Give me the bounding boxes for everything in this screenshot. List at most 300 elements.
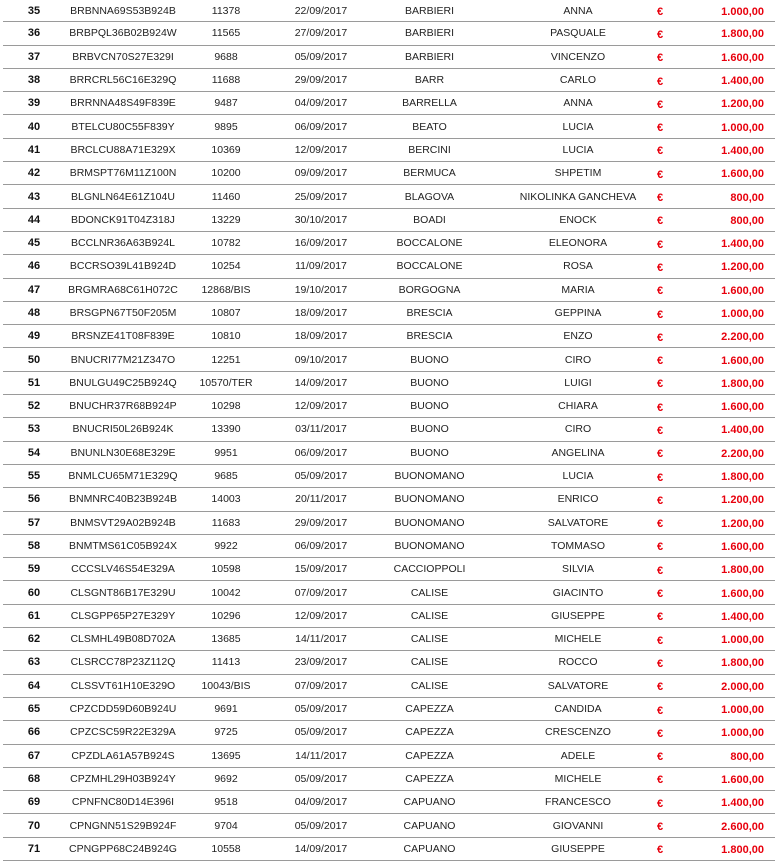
file-number: 11683	[211, 516, 241, 529]
date: 23/09/2017	[294, 656, 348, 669]
table-row	[3, 185, 775, 208]
euro-symbol: €	[656, 704, 664, 717]
row-number: 45	[27, 237, 41, 250]
surname: BRESCIA	[406, 330, 453, 343]
euro-symbol: €	[656, 564, 664, 577]
row-number: 51	[27, 376, 41, 389]
table-row	[3, 69, 775, 92]
file-number: 10200	[211, 167, 241, 180]
file-number: 10782	[211, 237, 241, 250]
first-name: ENOCK	[559, 213, 597, 226]
amount: 1.200,00	[721, 517, 764, 530]
surname: BARBIERI	[404, 50, 454, 63]
euro-symbol: €	[656, 751, 664, 764]
fiscal-code: CCCSLV46S54E329A	[71, 563, 175, 576]
first-name: LUCIA	[562, 120, 594, 133]
first-name: MARIA	[561, 283, 595, 296]
amount: 1.600,00	[721, 401, 764, 414]
file-number: 10807	[211, 307, 241, 319]
fiscal-code: BNUCHR37R68B924P	[69, 400, 177, 413]
surname: CALISE	[410, 633, 449, 646]
euro-symbol: €	[656, 727, 664, 740]
date: 20/11/2017	[295, 493, 347, 506]
first-name: ENZO	[563, 330, 593, 343]
file-number: 9725	[214, 726, 238, 739]
fiscal-code: BNUCRI77M21Z347O	[70, 353, 176, 366]
surname: BARBIERI	[404, 4, 454, 17]
amount: 1.400,00	[721, 610, 764, 623]
table-row	[3, 255, 775, 278]
amount: 1.800,00	[721, 28, 764, 41]
surname: BUONOMANO	[394, 539, 465, 552]
file-number: 9922	[214, 539, 238, 552]
table-row	[3, 651, 775, 674]
file-number: 12251	[211, 353, 241, 366]
date: 14/11/2017	[295, 749, 347, 762]
amount: 1.000,00	[721, 121, 764, 134]
euro-symbol: €	[656, 378, 664, 391]
table-row	[3, 558, 775, 581]
fiscal-code: BRGMRA68C61H072C	[68, 283, 178, 296]
first-name: CIRO	[564, 423, 592, 436]
table-row	[3, 605, 775, 628]
euro-symbol: €	[656, 355, 664, 368]
euro-symbol: €	[656, 192, 664, 205]
file-number: 10254	[211, 260, 241, 273]
row-number: 71	[27, 842, 41, 855]
date: 05/09/2017	[294, 726, 348, 739]
euro-symbol: €	[656, 424, 664, 437]
table-row	[3, 209, 775, 232]
date: 06/09/2017	[294, 120, 348, 133]
date: 19/10/2017	[294, 283, 348, 296]
euro-symbol: €	[656, 75, 664, 88]
table-row	[3, 22, 775, 45]
euro-symbol: €	[656, 238, 664, 251]
table-row	[3, 302, 775, 325]
table-row	[3, 581, 775, 604]
euro-symbol: €	[656, 98, 664, 111]
date: 12/09/2017	[294, 609, 348, 622]
file-number: 10810	[211, 330, 241, 343]
file-number: 10558	[211, 842, 241, 855]
surname: BARRELLA	[402, 97, 457, 110]
date: 27/09/2017	[294, 27, 348, 40]
surname: BUONO	[410, 400, 449, 413]
date: 11/09/2017	[295, 260, 347, 273]
file-number: 10042	[211, 586, 241, 599]
date: 05/09/2017	[294, 819, 348, 832]
euro-symbol: €	[656, 168, 664, 181]
row-number: 50	[27, 353, 41, 366]
surname: BOCCALONE	[396, 260, 463, 273]
file-number: 11688	[211, 74, 241, 87]
fiscal-code: CLSMHL49B08D702A	[70, 633, 176, 646]
first-name: CARLO	[559, 74, 597, 87]
row-number: 38	[27, 74, 41, 87]
first-name: CRESCENZO	[545, 726, 611, 739]
row-number: 62	[27, 633, 41, 646]
fiscal-code: CLSSVT61H10E329O	[70, 679, 176, 692]
first-name: LUCIA	[562, 470, 594, 483]
amount: 2.000,00	[721, 680, 764, 693]
amount: 1.400,00	[721, 424, 764, 437]
fiscal-code: CPZCSC59R22E329A	[70, 726, 176, 739]
amount: 1.800,00	[721, 843, 764, 856]
surname: BORGOGNA	[398, 283, 461, 296]
euro-symbol: €	[656, 657, 664, 670]
file-number: 11460	[211, 190, 241, 203]
fiscal-code: BRSNZE41T08F839E	[71, 330, 175, 343]
fiscal-code: CLSRCC78P23Z112Q	[70, 656, 176, 669]
amount: 800,00	[730, 750, 764, 763]
table-row	[3, 768, 775, 791]
row-number: 37	[27, 50, 41, 63]
date: 16/09/2017	[294, 237, 348, 250]
file-number: 13695	[211, 749, 241, 762]
euro-symbol: €	[656, 821, 664, 834]
amount: 1.600,00	[721, 587, 764, 600]
row-number: 69	[27, 796, 41, 809]
euro-symbol: €	[656, 797, 664, 810]
beneficiary-table	[3, 0, 775, 861]
date: 03/11/2017	[295, 423, 347, 436]
fiscal-code: CPZDLA61A57B924S	[71, 749, 175, 762]
fiscal-code: BNUNLN30E68E329E	[70, 446, 176, 459]
surname: BARR	[414, 74, 445, 87]
file-number: 13229	[211, 213, 241, 226]
euro-symbol: €	[656, 844, 664, 857]
table-row	[3, 745, 775, 768]
row-number: 55	[27, 470, 41, 483]
table-row	[3, 488, 775, 511]
table-row	[3, 838, 775, 861]
file-number: 9688	[214, 50, 238, 63]
table-row	[3, 698, 775, 721]
first-name: GIUSEPPE	[551, 609, 605, 622]
surname: CAPUANO	[403, 819, 456, 832]
table-row	[3, 348, 775, 371]
fiscal-code: CPNFNC80D14E396I	[71, 796, 175, 809]
file-number: 10298	[211, 400, 241, 413]
amount: 1.400,00	[721, 797, 764, 810]
fiscal-code: BRMSPT76M11Z100N	[69, 167, 177, 180]
first-name: ROCCO	[558, 656, 598, 669]
euro-symbol: €	[656, 448, 664, 461]
table-row	[3, 395, 775, 418]
amount: 1.600,00	[721, 540, 764, 553]
amount: 1.000,00	[721, 308, 764, 320]
surname: BLAGOVA	[404, 190, 455, 203]
fiscal-code: BTELCU80C55F839Y	[71, 120, 175, 133]
table-row	[3, 418, 775, 441]
date: 30/10/2017	[294, 213, 348, 226]
surname: CAPEZZA	[405, 749, 454, 762]
euro-symbol: €	[656, 6, 664, 19]
euro-symbol: €	[656, 541, 664, 554]
date: 06/09/2017	[294, 539, 348, 552]
amount: 800,00	[730, 191, 764, 204]
date: 29/09/2017	[294, 74, 348, 87]
euro-symbol: €	[656, 122, 664, 135]
surname: CAPEZZA	[405, 772, 454, 785]
euro-symbol: €	[656, 331, 664, 344]
surname: CAPUANO	[403, 842, 456, 855]
first-name: GIUSEPPE	[551, 842, 605, 855]
surname: CAPEZZA	[405, 703, 454, 716]
first-name: ANNA	[563, 4, 593, 17]
file-number: 14003	[211, 493, 241, 506]
surname: BEATO	[412, 120, 447, 133]
table-row	[3, 372, 775, 395]
first-name: CANDIDA	[554, 703, 602, 716]
amount: 1.800,00	[721, 471, 764, 484]
first-name: CIRO	[564, 353, 592, 366]
row-number: 66	[27, 726, 41, 739]
amount: 2.600,00	[721, 820, 764, 833]
file-number: 13685	[211, 633, 241, 646]
euro-symbol: €	[656, 215, 664, 228]
file-number: 9895	[214, 120, 238, 133]
surname: BUONOMANO	[394, 516, 465, 529]
first-name: ROSA	[563, 260, 593, 273]
table-row	[3, 325, 775, 348]
date: 09/09/2017	[294, 167, 348, 180]
table-row	[3, 628, 775, 651]
surname: BUONO	[410, 376, 449, 389]
table-row	[3, 721, 775, 744]
surname: CACCIOPPOLI	[393, 563, 466, 576]
date: 14/09/2017	[294, 842, 348, 855]
first-name: ANGELINA	[551, 446, 605, 459]
amount: 1.000,00	[721, 634, 764, 647]
euro-symbol: €	[656, 588, 664, 601]
fiscal-code: BNMLCU65M71E329Q	[68, 470, 178, 483]
fiscal-code: BDONCK91T04Z318J	[71, 213, 175, 226]
file-number: 10043/BIS	[201, 679, 251, 692]
surname: BARBIERI	[404, 27, 454, 40]
first-name: SALVATORE	[547, 516, 609, 529]
first-name: NIKOLINKA GANCHEVA	[519, 190, 637, 203]
date: 12/09/2017	[294, 400, 348, 413]
file-number: 13390	[211, 423, 241, 436]
table-row	[3, 0, 775, 22]
table-row	[3, 535, 775, 558]
amount: 1.200,00	[721, 494, 764, 507]
table-row	[3, 115, 775, 138]
surname: BUONO	[410, 446, 449, 459]
amount: 1.000,00	[721, 704, 764, 717]
row-number: 39	[27, 97, 41, 110]
date: 05/09/2017	[294, 470, 348, 483]
amount: 1.400,00	[721, 144, 764, 157]
row-number: 64	[27, 679, 41, 692]
amount: 1.400,00	[721, 75, 764, 88]
amount: 2.200,00	[721, 331, 764, 344]
first-name: SALVATORE	[547, 679, 609, 692]
row-number: 35	[27, 4, 41, 17]
file-number: 12868/BIS	[201, 283, 251, 296]
date: 18/09/2017	[294, 307, 348, 319]
date: 25/09/2017	[294, 190, 348, 203]
fiscal-code: BNMTMS61C05B924X	[69, 539, 177, 552]
row-number: 65	[27, 703, 41, 716]
euro-symbol: €	[656, 518, 664, 531]
amount: 1.400,00	[721, 238, 764, 251]
surname: CALISE	[410, 609, 449, 622]
euro-symbol: €	[656, 52, 664, 65]
row-number: 70	[27, 819, 41, 832]
table-row	[3, 139, 775, 162]
surname: BUONOMANO	[394, 493, 465, 506]
row-number: 68	[27, 772, 41, 785]
file-number: 9487	[214, 97, 238, 110]
row-number: 48	[27, 307, 41, 319]
first-name: LUIGI	[564, 376, 592, 389]
table-row	[3, 814, 775, 837]
file-number: 10369	[211, 143, 241, 156]
surname: BERMUCA	[403, 167, 456, 180]
fiscal-code: BRRCRL56C16E329Q	[69, 74, 177, 87]
row-number: 40	[27, 120, 41, 133]
table-row	[3, 791, 775, 814]
amount: 1.200,00	[721, 98, 764, 111]
table-row	[3, 675, 775, 698]
fiscal-code: BRCLCU88A71E329X	[70, 143, 176, 156]
euro-symbol: €	[656, 308, 664, 321]
euro-symbol: €	[656, 681, 664, 694]
row-number: 57	[27, 516, 41, 529]
first-name: MICHELE	[554, 633, 602, 646]
fiscal-code: BCCRSO39L41B924D	[69, 260, 177, 273]
amount: 1.600,00	[721, 354, 764, 367]
fiscal-code: CPNGPP68C24B924G	[69, 842, 177, 855]
fiscal-code: CLSGPP65P27E329Y	[70, 609, 176, 622]
date: 14/11/2017	[295, 633, 347, 646]
row-number: 49	[27, 330, 41, 343]
row-number: 42	[27, 167, 41, 180]
first-name: FRANCESCO	[545, 796, 611, 809]
row-number: 60	[27, 586, 41, 599]
row-number: 67	[27, 749, 41, 762]
row-number: 59	[27, 563, 41, 576]
first-name: ANNA	[563, 97, 593, 110]
surname: BERCINI	[408, 143, 451, 156]
surname: BUONOMANO	[394, 470, 465, 483]
euro-symbol: €	[656, 634, 664, 647]
file-number: 11413	[211, 656, 241, 669]
euro-symbol: €	[656, 401, 664, 414]
date: 22/09/2017	[294, 4, 348, 17]
date: 29/09/2017	[294, 516, 348, 529]
row-number: 43	[27, 190, 41, 203]
fiscal-code: CPNGNN51S29B924F	[69, 819, 177, 832]
row-number: 52	[27, 400, 41, 413]
surname: BRESCIA	[406, 307, 453, 319]
surname: CALISE	[410, 586, 449, 599]
date: 15/09/2017	[294, 563, 348, 576]
first-name: CHIARA	[558, 400, 598, 413]
euro-symbol: €	[656, 261, 664, 274]
date: 05/09/2017	[294, 703, 348, 716]
fiscal-code: BRBNNA69S53B924B	[70, 4, 176, 17]
fiscal-code: BNUCRI50L26B924K	[72, 423, 174, 436]
date: 14/09/2017	[294, 376, 348, 389]
amount: 1.800,00	[721, 657, 764, 670]
euro-symbol: €	[656, 774, 664, 787]
date: 12/09/2017	[294, 143, 348, 156]
table-row	[3, 92, 775, 115]
table-row	[3, 442, 775, 465]
fiscal-code: BCCLNR36A63B924L	[71, 237, 175, 250]
row-number: 54	[27, 446, 41, 459]
file-number: 9518	[214, 796, 238, 809]
first-name: PASQUALE	[550, 27, 606, 40]
file-number: 11565	[211, 27, 241, 40]
file-number: 10598	[211, 563, 241, 576]
surname: BUONO	[410, 423, 449, 436]
surname: CALISE	[410, 656, 449, 669]
date: 04/09/2017	[294, 796, 348, 809]
amount: 1.600,00	[721, 284, 764, 297]
date: 18/09/2017	[294, 330, 348, 343]
file-number: 9691	[214, 703, 238, 716]
file-number: 10570/TER	[199, 376, 253, 389]
amount: 1.200,00	[721, 261, 764, 274]
row-number: 36	[27, 27, 41, 40]
fiscal-code: BNMNRC40B23B924B	[69, 493, 177, 506]
fiscal-code: CPZCDD59D60B924U	[69, 703, 177, 716]
date: 07/09/2017	[294, 679, 348, 692]
euro-symbol: €	[656, 494, 664, 507]
fiscal-code: BNULGU49C25B924Q	[69, 376, 177, 389]
first-name: ENRICO	[557, 493, 599, 506]
first-name: TOMMASO	[550, 539, 606, 552]
date: 04/09/2017	[294, 97, 348, 110]
euro-symbol: €	[656, 471, 664, 484]
file-number: 9685	[214, 470, 238, 483]
euro-symbol: €	[656, 285, 664, 298]
amount: 1.600,00	[721, 773, 764, 786]
file-number: 9692	[214, 772, 238, 785]
file-number: 11378	[211, 4, 241, 17]
date: 05/09/2017	[294, 50, 348, 63]
table-row	[3, 465, 775, 488]
file-number: 10296	[211, 609, 241, 622]
fiscal-code: CPZMHL29H03B924Y	[70, 772, 176, 785]
amount: 1.600,00	[721, 168, 764, 181]
euro-symbol: €	[656, 145, 664, 158]
surname: BOADI	[413, 213, 446, 226]
surname: CAPEZZA	[405, 726, 454, 739]
row-number: 63	[27, 656, 41, 669]
fiscal-code: CLSGNT86B17E329U	[70, 586, 176, 599]
first-name: VINCENZO	[550, 50, 606, 63]
row-number: 61	[27, 609, 41, 622]
amount: 800,00	[730, 214, 764, 227]
first-name: GEPPINA	[554, 307, 602, 319]
row-number: 56	[27, 493, 41, 506]
surname: BOCCALONE	[396, 237, 463, 250]
fiscal-code: BRBVCN70S27E329I	[72, 50, 174, 63]
table-row	[3, 512, 775, 535]
first-name: GIOVANNI	[552, 819, 604, 832]
first-name: SILVIA	[562, 563, 594, 576]
first-name: LUCIA	[562, 143, 594, 156]
fiscal-code: BRRNNA48S49F839E	[70, 97, 176, 110]
date: 07/09/2017	[294, 586, 348, 599]
first-name: ELEONORA	[548, 237, 608, 250]
